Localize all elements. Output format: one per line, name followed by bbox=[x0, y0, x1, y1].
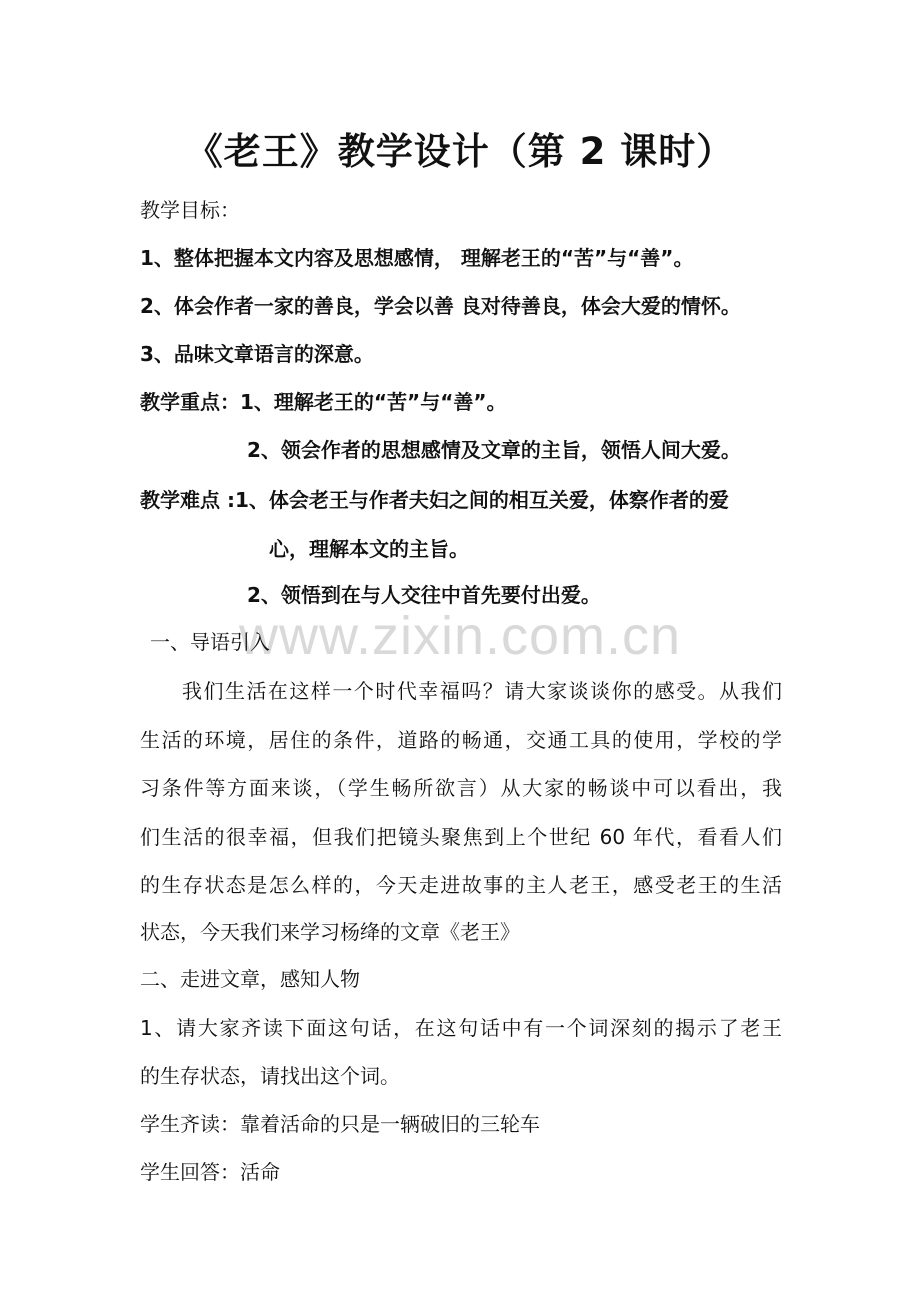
objective-1: 1、整体把握本文内容及思想感情， 理解老王的“苦”与“善”。 bbox=[140, 246, 694, 270]
objective-2: 2、体会作者一家的善良，学会以善 良对待善良，体会大爱的情怀。 bbox=[140, 294, 741, 318]
section-1-para-line-6: 状态，今天我们来学习杨绛的文章《老王》 bbox=[140, 920, 520, 944]
section-1-para-line-1: 我们生活在这样一个时代幸福吗？请大家谈谈你的感受。从我们 bbox=[182, 679, 782, 703]
section-1-para-line-5: 的生存状态是怎么样的，今天走进故事的主人老王，感受老王的生活 bbox=[140, 873, 782, 897]
difficulties-line-2: 2、领悟到在与人交往中首先要付出爱。 bbox=[247, 583, 601, 607]
section-1-heading: 一、导语引入 bbox=[150, 630, 270, 654]
key-points-line-2: 2、领会作者的思想感情及文章的主旨，领悟人间大爱。 bbox=[247, 438, 741, 462]
difficulties-line-1-cont: 心，理解本文的主旨。 bbox=[269, 537, 469, 561]
section-2-heading: 二、走进文章，感知人物 bbox=[140, 967, 360, 991]
section-1-para-line-4: 们生活的很幸福，但我们把镜头聚焦到上个世纪 60 年代，看看人们 bbox=[140, 825, 782, 849]
student-answer: 学生回答：活命 bbox=[140, 1160, 280, 1184]
difficulties-line-1: 教学难点 :1、体会老王与作者夫妇之间的相互关爱，体察作者的爱 bbox=[140, 488, 729, 512]
key-points-line-1: 教学重点：1、理解老王的“苦”与“善”。 bbox=[140, 390, 507, 414]
objectives-heading: 教学目标： bbox=[140, 198, 240, 222]
section-2-q1-line-2: 的生存状态，请找出这个词。 bbox=[140, 1064, 400, 1088]
page-title: 《老王》教学设计（第 2 课时） bbox=[185, 130, 735, 173]
student-reading: 学生齐读：靠着活命的只是一辆破旧的三轮车 bbox=[140, 1112, 540, 1136]
objective-3: 3、品味文章语言的深意。 bbox=[140, 342, 374, 366]
watermark: www.zixin.com.cn bbox=[238, 606, 682, 666]
section-1-para-line-3: 习条件等方面来谈，（学生畅所欲言）从大家的畅谈中可以看出，我 bbox=[140, 776, 782, 800]
section-1-para-line-2: 生活的环境，居住的条件，道路的畅通，交通工具的使用，学校的学 bbox=[140, 728, 782, 752]
section-2-q1-line-1: 1、请大家齐读下面这句话，在这句话中有一个词深刻的揭示了老王 bbox=[140, 1016, 782, 1040]
